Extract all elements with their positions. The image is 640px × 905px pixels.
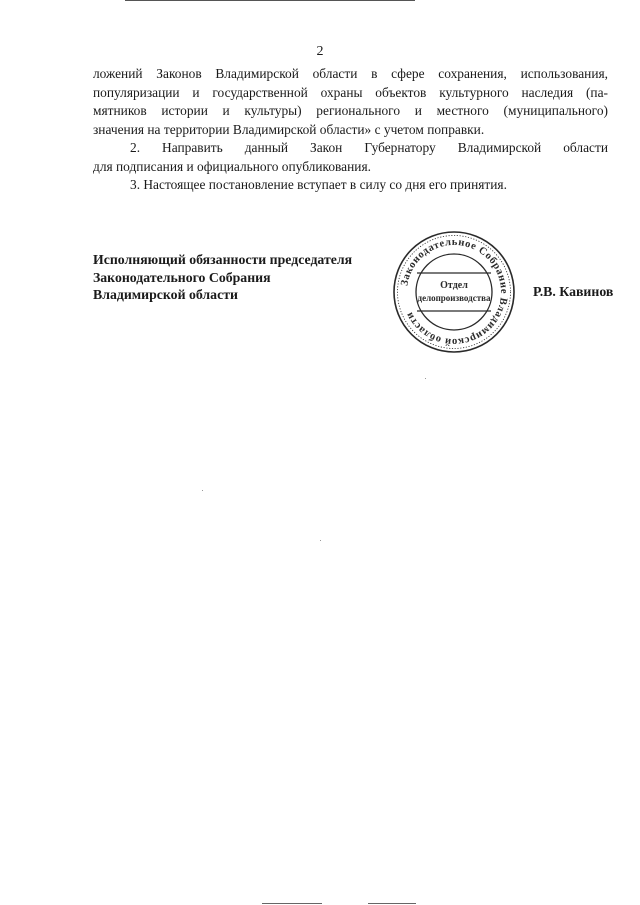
paragraph-1-line-4: значения на территории Владимирской области» с учетом поправки. [93, 121, 485, 137]
paragraph-2-line-1: 2. Направить данный Закон Губернатору Владимирской области [130, 140, 608, 155]
signer-name: Р.В. Кавинов [533, 284, 614, 299]
stamp-outer-ring [394, 232, 514, 352]
stamp-dotted-ring [398, 236, 511, 349]
paragraph-1-line-2: популяризации и государственной охраны объектов культурного наследия (па- [93, 84, 608, 100]
scan-speck [425, 378, 426, 379]
position-line-3: Владимирской области [93, 287, 238, 302]
paragraph-3-line-1: 3. Настоящее постановление вступает в силу со дня его принятия. [130, 177, 507, 192]
scan-speck [320, 540, 321, 541]
stamp-ink [394, 232, 514, 352]
scan-speck [202, 490, 203, 491]
stamp-inner-ring [416, 254, 492, 330]
official-stamp [390, 228, 518, 356]
paragraph-2-line-2: для подписания и официального опубликования. [93, 158, 371, 174]
scan-edge-bottom [262, 903, 322, 904]
page-number: 2 [316, 44, 324, 59]
scan-edge-bottom [368, 903, 416, 904]
scan-edge-top [125, 0, 415, 1]
document-body [93, 65, 608, 195]
paragraph-1-line-1: ложений Законов Владимирской области в сфере сохранения, использования, [93, 66, 608, 81]
position-line-1: Исполняющий обязанности председателя [93, 252, 353, 267]
stamp-center-line-2: делопроизводства [417, 293, 491, 303]
stamp-graphic [390, 228, 518, 356]
paragraph-1-line-3: мятников истории и культуры) регионального и местного (муниципального) [93, 103, 608, 118]
stamp-center-line-1: Отдел [440, 280, 468, 291]
stamp-ring-text: Законодательное Собрание Владимирской области [399, 236, 510, 348]
position-line-2: Законодательного Собрания [93, 269, 271, 285]
signatory-position [93, 251, 352, 304]
